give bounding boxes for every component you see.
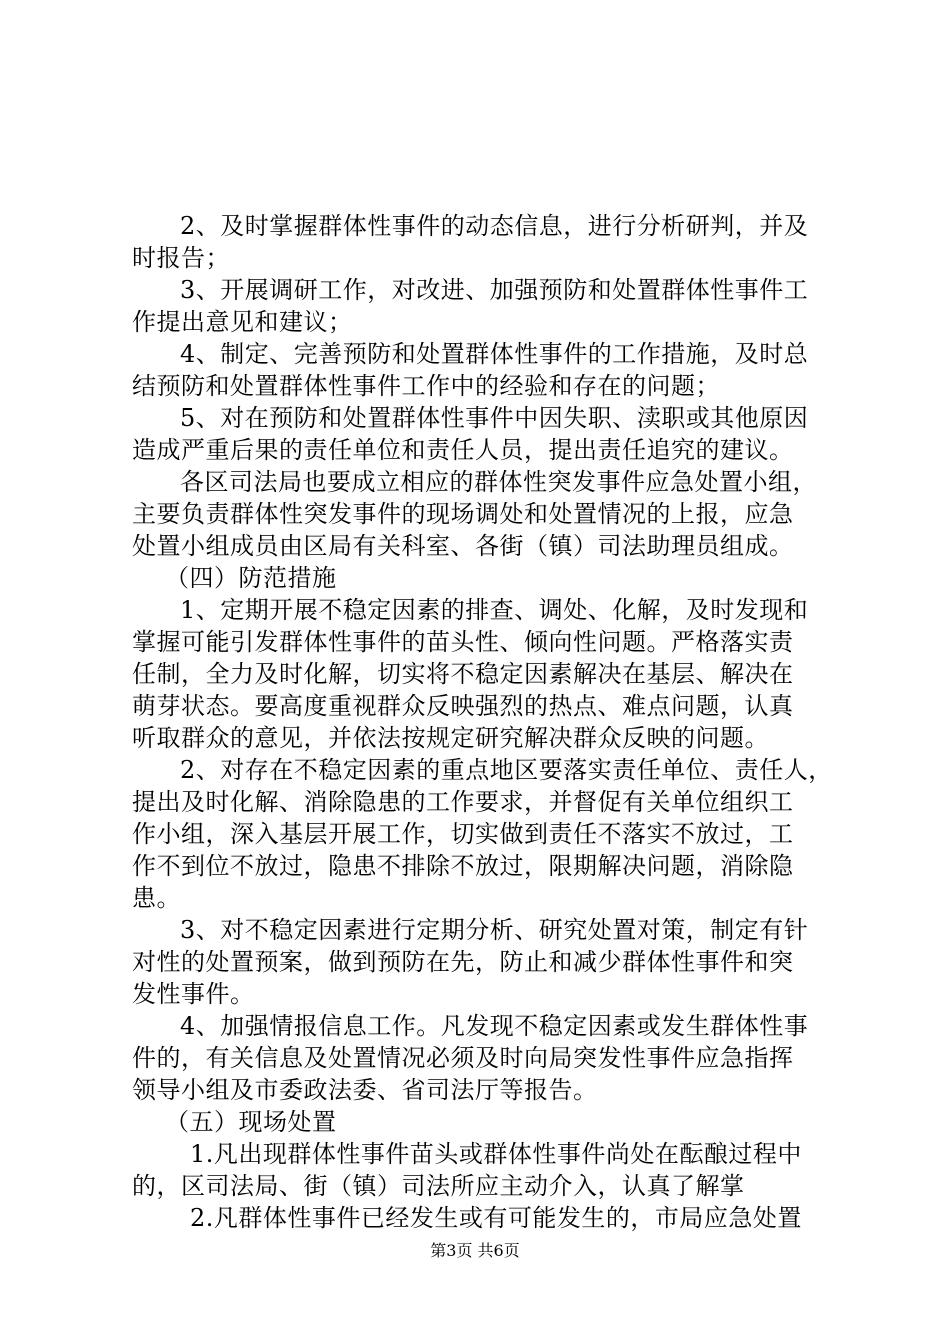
text-line: 1、定期开展不稳定因素的排查、调处、化解，及时发现和 [180,596,809,624]
text-line: 患。 [132,884,181,912]
text-line: 萌芽状态。要高度重视群众反映强烈的热点、难点问题，认真 [132,692,794,720]
text-line: 1.凡出现群体性事件苗头或群体性事件尚处在酝酿过程中 [190,1140,802,1168]
text-line: 造成严重后果的责任单位和责任人员，提出责任追究的建议。 [132,436,794,464]
text-line: 处置小组成员由区局有关科室、各街（镇）司法助理员组成。 [132,532,794,560]
text-line: 各区司法局也要成立相应的群体性突发事件应急处置小组， [180,468,817,496]
text-line: 结预防和处置群体性事件工作中的经验和存在的问题； [132,372,720,400]
text-line: 作提出意见和建议； [132,308,353,336]
text-line: 作不到位不放过，隐患不排除不放过，限期解决问题，消除隐 [132,852,794,880]
text-line: 3、对不稳定因素进行定期分析、研究处置对策，制定有针 [180,916,809,944]
text-line: 4、制定、完善预防和处置群体性事件的工作措施，及时总 [180,340,809,368]
text-line: 2、及时掌握群体性事件的动态信息，进行分析研判，并及 [180,212,809,240]
text-line: 5、对在预防和处置群体性事件中因失职、渎职或其他原因 [180,404,809,432]
text-line: 听取群众的意见，并依法按规定研究解决群众反映的问题。 [132,724,769,752]
section-heading: （五）现场处置 [165,1108,337,1136]
text-line: 3、开展调研工作，对改进、加强预防和处置群体性事件工 [180,276,809,304]
text-line: 任制，全力及时化解，切实将不稳定因素解决在基层、解决在 [132,660,794,688]
text-line: 件的，有关信息及处置情况必须及时向局突发性事件应急指挥 [132,1044,794,1072]
page-number-footer: 第3页 共6页 [430,1241,520,1260]
text-line: 时报告； [132,244,230,272]
section-heading: （四）防范措施 [165,564,337,592]
text-line: 2、对存在不稳定因素的重点地区要落实责任单位、责任人， [180,756,833,784]
text-line: 领导小组及市委政法委、省司法厅等报告。 [132,1076,598,1104]
text-line: 掌握可能引发群体性事件的苗头性、倾向性问题。严格落实责 [132,628,794,656]
text-line: 作小组，深入基层开展工作，切实做到责任不落实不放过，工 [132,820,794,848]
text-line: 2.凡群体性事件已经发生或有可能发生的，市局应急处置 [190,1204,802,1232]
text-line: 发性事件。 [132,980,255,1008]
text-line: 4、加强情报信息工作。凡发现不稳定因素或发生群体性事 [180,1012,809,1040]
text-line: 提出及时化解、消除隐患的工作要求，并督促有关单位组织工 [132,788,794,816]
text-line: 对性的处置预案，做到预防在先，防止和减少群体性事件和突 [132,948,794,976]
text-line: 的，区司法局、街（镇）司法所应主动介入，认真了解掌 [132,1172,745,1200]
text-line: 主要负责群体性突发事件的现场调处和处置情况的上报，应急 [132,500,794,528]
